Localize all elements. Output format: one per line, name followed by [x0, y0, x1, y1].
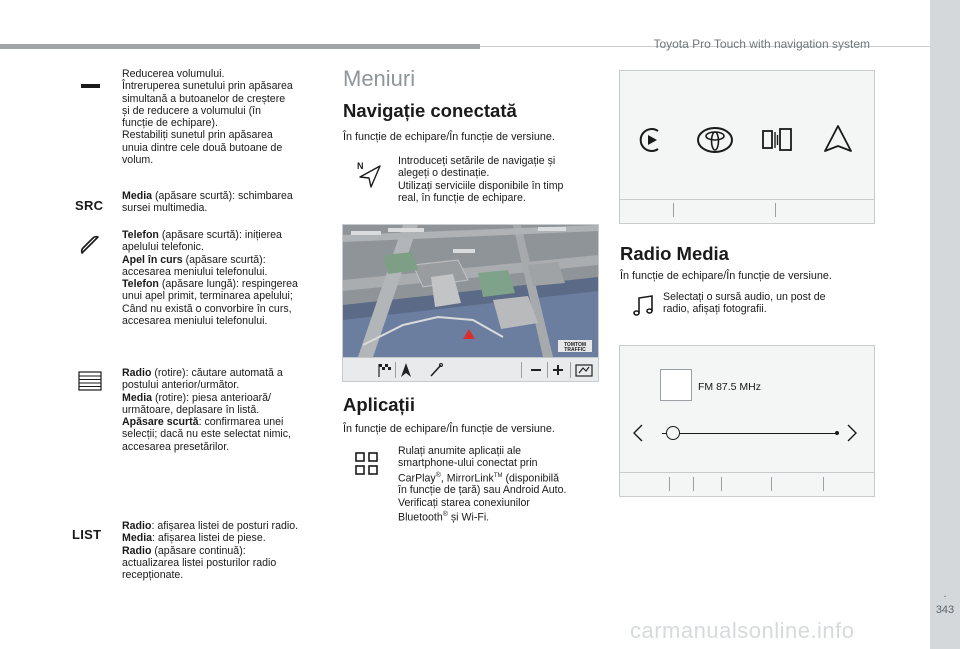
term: Radio — [122, 544, 152, 557]
radio-media-intro: În funcție de echipare/În funcție de versiune. — [620, 270, 832, 282]
desc-line: unui apel primit, terminarea apelului; — [122, 290, 293, 303]
text: (apăsare continuă): — [151, 544, 246, 557]
checkered-flag-icon[interactable] — [376, 362, 392, 378]
desc-line: unuia dintre cele două butoane de — [122, 141, 283, 154]
apps-description — [398, 445, 598, 524]
term: Radio — [122, 367, 152, 379]
desc-line: actualizarea listei posturilor radio — [122, 556, 277, 569]
text: , MirrorLink — [440, 472, 494, 485]
desc-line: accesarea meniului telefonului. — [122, 315, 268, 328]
radio-screen — [619, 345, 875, 497]
radio-media-heading: Radio Media — [620, 243, 729, 264]
text: (apăsare scurtă): inițierea — [158, 229, 282, 241]
trademark-mark: TM — [493, 472, 503, 479]
text: Bluetooth — [398, 511, 443, 524]
term: Media — [122, 391, 153, 404]
desc-line: Când nu există o convorbire în curs, — [122, 302, 292, 315]
chevron-right-icon[interactable] — [846, 423, 858, 443]
apps-grid-icon — [354, 451, 380, 477]
desc-line: Introduceți setările de navigație și — [398, 155, 556, 167]
radio-frequency: FM 87.5 MHz — [698, 381, 762, 393]
apps-intro: În funcție de echipare/În funcție de versiune. — [343, 423, 555, 435]
radio-media-description — [663, 291, 863, 316]
term: Apăsare scurtă — [122, 416, 199, 429]
desc-line: smartphone-ului conectat prin — [398, 457, 538, 470]
term: Telefon — [122, 229, 159, 241]
screen-divider — [721, 477, 722, 491]
apps-heading: Aplicații — [343, 394, 415, 415]
music-note-icon — [632, 294, 656, 318]
text: : afișarea listei de posturi radio. — [151, 520, 299, 532]
desc-line: următoare, deplasare în listă. — [122, 403, 260, 416]
running-title: Toyota Pro Touch with navigation system — [653, 37, 870, 51]
navigation-map-screen — [342, 224, 599, 382]
toolbar-divider — [570, 362, 571, 378]
desc-line: selecții; dacă nu este selectat nimic, — [122, 428, 291, 441]
desc-line: Utilizați serviciile disponibile în timp — [398, 179, 564, 192]
mirrorlink-icon[interactable] — [761, 126, 793, 154]
toolbar-divider — [547, 362, 548, 378]
location-arrow-icon[interactable] — [399, 362, 413, 378]
text: (apăsare scurtă): schimbarea — [152, 190, 293, 202]
desc-line: accesarea presetărilor. — [122, 440, 230, 453]
screen-divider — [775, 203, 776, 217]
toyota-logo-icon[interactable] — [696, 126, 734, 154]
map-toolbar — [343, 357, 598, 382]
desc-line: Rulați anumite aplicații ale — [398, 445, 522, 457]
page-number: 343 — [935, 604, 955, 616]
term: Media — [122, 532, 153, 545]
text: (rotire): căutare automată a — [151, 367, 283, 379]
toolbar-divider — [521, 362, 522, 378]
android-auto-icon[interactable] — [823, 124, 853, 154]
screen-bottom-bar — [620, 199, 874, 200]
desc-line: Restabiliți sunetul prin apăsarea — [122, 129, 273, 142]
desc-line: real, în funcție de echipare. — [398, 191, 526, 204]
text: (rotire): piesa anterioară/ — [152, 391, 271, 404]
page-mark: . — [943, 588, 947, 600]
navigation-intro: În funcție de echipare/În funcție de versiune. — [343, 131, 555, 143]
term: Telefon — [122, 278, 159, 291]
text: : confirmarea unei — [198, 416, 284, 429]
desc-line: Întreruperea sunetului prin apăsarea — [122, 80, 293, 93]
text: : afișarea listei de piese. — [152, 532, 266, 545]
text: (disponibilă — [502, 472, 560, 485]
desc-line: postului anterior/următor. — [122, 379, 240, 392]
text: CarPlay — [398, 472, 436, 485]
term: Radio — [122, 520, 152, 532]
term: Media — [122, 190, 153, 202]
desc-line: și de reducere a volumului (în — [122, 104, 261, 117]
header-rule — [0, 44, 480, 49]
navigation-arrow-icon — [356, 160, 382, 188]
registered-mark: ® — [442, 511, 448, 519]
navigation-heading: Navigație conectată — [343, 100, 517, 121]
desc-line: Verificați starea conexiunilor — [398, 496, 530, 509]
text: și Wi-Fi. — [447, 511, 490, 524]
phone-icon — [78, 233, 102, 257]
desc-line: sursei multimedia. — [122, 202, 208, 215]
text: (apăsare lungă): respingerea — [158, 278, 298, 291]
registered-mark: ® — [435, 471, 441, 479]
phone-description — [122, 229, 324, 327]
toolbar-divider — [395, 362, 396, 378]
map-brand-line1: TOMTOM — [563, 342, 587, 348]
desc-line: Reducerea volumului. — [122, 68, 225, 80]
screen-bottom-bar — [620, 472, 874, 473]
desc-line: simultană a butoanelor de creștere — [122, 92, 286, 105]
map-view — [343, 225, 598, 357]
zoom-in-icon[interactable] — [552, 364, 564, 376]
term: Apel în curs — [122, 253, 183, 266]
list-label: LIST — [72, 527, 102, 542]
desc-line: alegeți o destinație. — [398, 167, 490, 180]
desc-line: funcție de echipare). — [122, 117, 218, 130]
tuner-slider[interactable] — [662, 433, 838, 434]
desc-line: accesarea meniului telefonului. — [122, 265, 268, 278]
desc-line: recepționate. — [122, 569, 184, 582]
map-brand-line2: TRAFFIC — [564, 347, 586, 353]
desc-line: radio, afișați fotografii. — [663, 303, 767, 316]
screen-divider — [693, 477, 694, 491]
chevron-left-icon[interactable] — [632, 423, 644, 443]
desc-line: volum. — [122, 154, 154, 167]
screen-divider — [673, 203, 674, 217]
carplay-icon[interactable] — [638, 126, 666, 154]
text: (apăsare scurtă): — [182, 253, 266, 266]
volume-description — [122, 68, 324, 166]
desc-line: în funcție de țară) sau Android Auto. — [398, 484, 567, 497]
screen-divider — [823, 477, 824, 491]
screen-divider — [669, 477, 670, 491]
station-artwork — [660, 369, 692, 401]
src-description — [122, 190, 324, 215]
zoom-out-icon[interactable] — [531, 369, 541, 371]
menus-heading: Meniuri — [343, 66, 416, 91]
apps-screen — [619, 70, 875, 224]
page-edge-strip — [930, 0, 960, 649]
minus-icon — [81, 84, 100, 88]
screen-divider — [771, 477, 772, 491]
navigation-description — [398, 155, 598, 204]
src-label: SRC — [75, 198, 104, 213]
watermark: carmanualsonline.info — [630, 618, 855, 643]
phone-small-icon[interactable] — [429, 362, 443, 378]
desc-line: apelului telefonic. — [122, 241, 204, 254]
desc-line: Selectați o sursă audio, un post de — [663, 291, 826, 303]
svg-text:N: N — [357, 161, 364, 171]
map-layers-icon[interactable] — [575, 362, 593, 378]
tuner-slider-knob[interactable] — [666, 426, 680, 440]
radio-description — [122, 367, 324, 453]
list-description — [122, 520, 324, 581]
scroll-wheel-icon — [78, 369, 102, 393]
tuner-slider-end — [835, 431, 839, 435]
